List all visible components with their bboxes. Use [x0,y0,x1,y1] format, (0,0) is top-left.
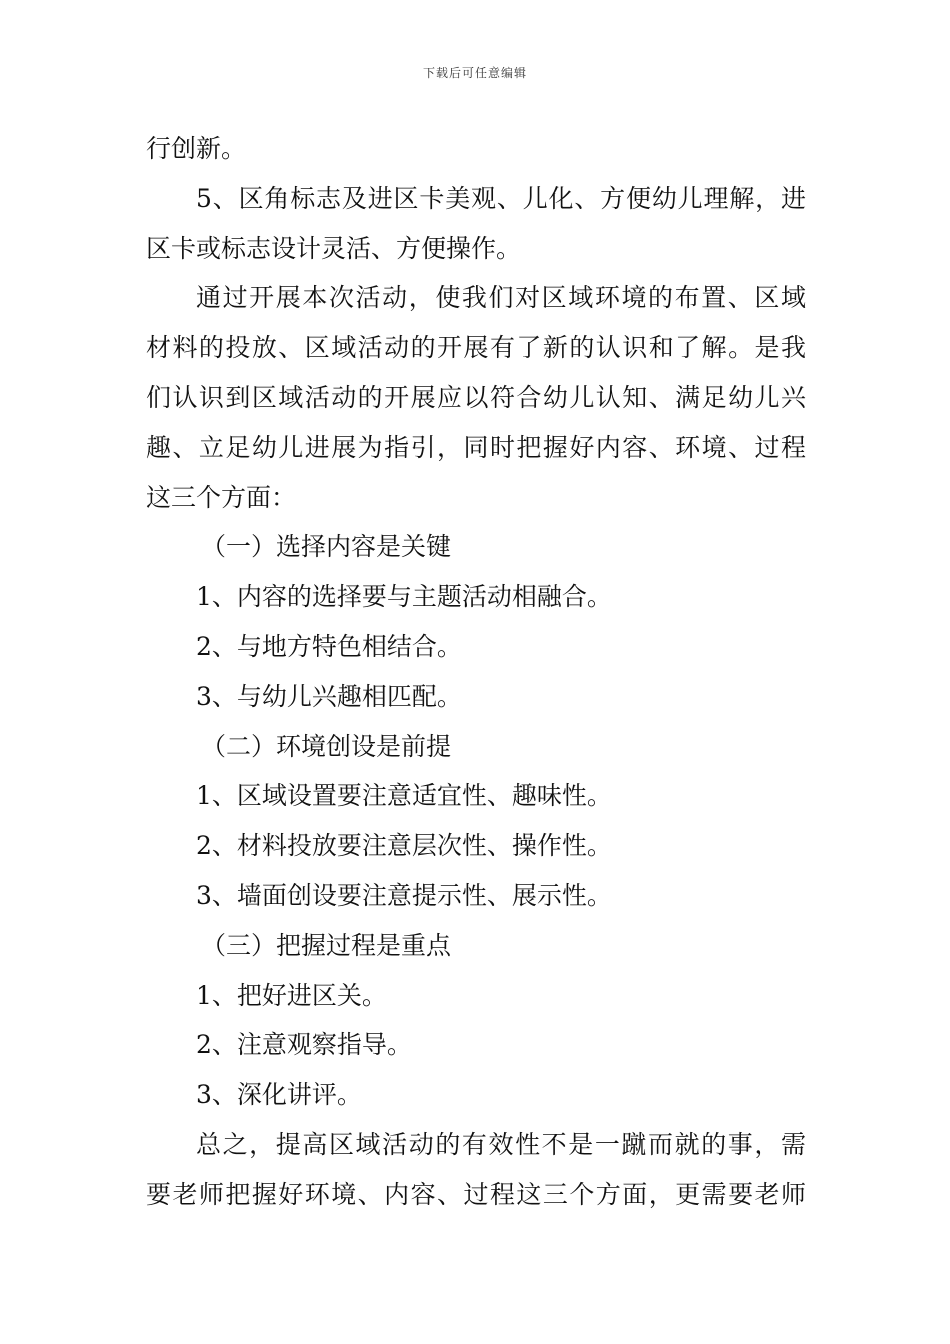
section-heading: （二）环境创设是前提 [201,731,452,761]
list-item: 2、注意观察指导。 [196,1030,412,1060]
page-header-note: 下载后可任意编辑 [422,66,527,80]
list-item: 2、与地方特色相结合。 [196,631,462,661]
text-line: 材料的投放、区域活动的开展有了新的认识和了解。是我 [146,333,806,363]
text-line: 5、区角标志及进区卡美观、儿化、方便幼儿理解，进 [196,183,806,213]
list-item: 3、与幼儿兴趣相匹配。 [196,681,462,711]
section-heading: （三）把握过程是重点 [201,930,452,960]
text-line: 要老师把握好环境、内容、过程这三个方面，更需要老师 [146,1179,806,1209]
text-line: 区卡或标志设计灵活、方便操作。 [146,233,522,263]
text-line: 们认识到区域活动的开展应以符合幼儿认知、满足幼儿兴 [146,382,806,412]
list-item: 1、区域设置要注意适宜性、趣味性。 [196,781,612,811]
list-item: 3、墙面创设要注意提示性、展示性。 [196,880,612,910]
text-line: 总之，提高区域活动的有效性不是一蹴而就的事，需 [196,1129,806,1159]
text-line: 通过开展本次活动，使我们对区域环境的布置、区域 [196,283,806,313]
text-line: 趣、立足幼儿进展为指引，同时把握好内容、环境、过程 [146,432,806,462]
text-line: 行创新。 [146,134,247,163]
list-item: 2、材料投放要注意层次性、操作性。 [196,831,612,861]
document-body [146,124,806,1220]
list-item: 3、深化讲评。 [196,1080,362,1110]
section-heading: （一）选择内容是关键 [201,532,452,562]
list-item: 1、把好进区关。 [196,980,387,1010]
text-line: 这三个方面： [146,482,297,512]
list-item: 1、内容的选择要与主题活动相融合。 [196,582,612,612]
